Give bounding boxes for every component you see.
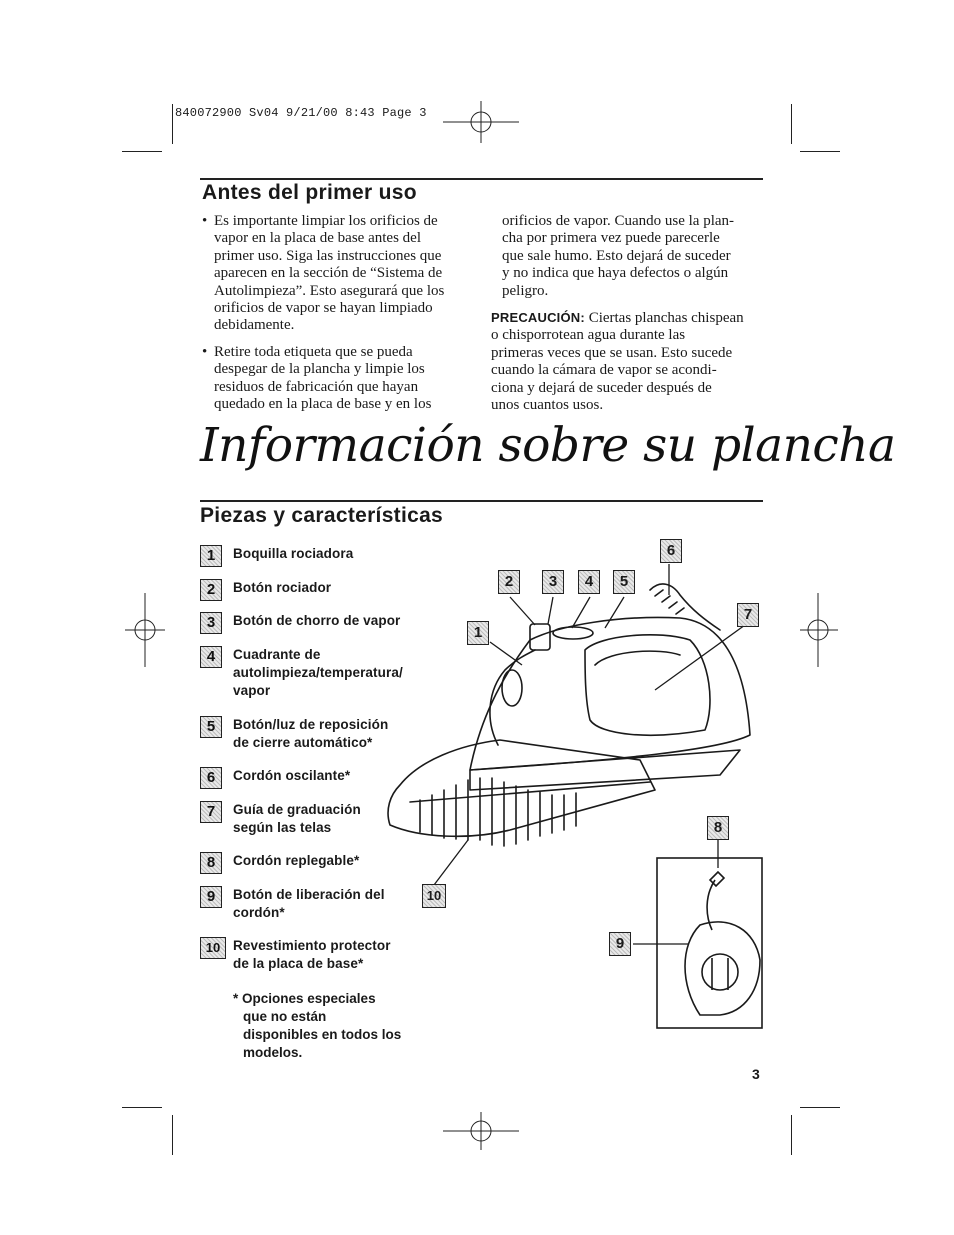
- text-line: peligro.: [502, 282, 549, 299]
- caution-text: Ciertas planchas chispean: [588, 310, 744, 326]
- text-line: orificios de vapor. Cuando use la plan-: [502, 213, 735, 229]
- soleplate-guard-outline: [388, 740, 655, 836]
- part-number-badge: 5: [200, 716, 222, 738]
- part-label: vapor: [233, 683, 271, 698]
- text-line: aparecen en la sección de “Sistema de: [214, 265, 443, 282]
- iron-handle-inner: [595, 651, 680, 665]
- part-label: Boquilla rociadora: [233, 546, 354, 561]
- page-number: 3: [752, 1066, 760, 1082]
- text-line: despegar de la plancha y limpie los: [214, 361, 425, 378]
- iron-body-outline: [470, 617, 750, 770]
- part-number-badge: 3: [200, 612, 222, 634]
- iron-handle-opening: [585, 635, 710, 735]
- text-line: Retire toda etiqueta que se pueda: [214, 344, 413, 360]
- text-line: o chisporrotean agua durante las: [491, 327, 686, 344]
- part-label: Revestimiento protector: [233, 938, 391, 953]
- text-line: Autolimpieza”. Esto asegurará que los: [214, 282, 445, 299]
- part-label: de la placa de base*: [233, 956, 364, 971]
- print-slug: 840072900 Sv04 9/21/00 8:43 Page 3: [175, 106, 427, 120]
- iron-soleplate: [470, 750, 740, 790]
- part-label: Cordón replegable*: [233, 853, 360, 868]
- callout-10: 10: [422, 884, 446, 908]
- part-label: Botón/luz de reposición: [233, 717, 389, 732]
- footnote-line: * Opciones especiales: [233, 991, 376, 1006]
- part-label: cordón*: [233, 905, 285, 920]
- part-label: Guía de graduación: [233, 802, 361, 817]
- text-line: vapor en la placa de base antes del: [214, 230, 421, 247]
- page-title: Información sobre su plancha: [200, 418, 896, 473]
- callout-6: 6: [660, 539, 682, 563]
- part-label: Botón de chorro de vapor: [233, 613, 401, 628]
- text-line: ciona y dejará de suceder después de: [491, 379, 712, 396]
- text-line: que sale humo. Esto dejará de suceder: [502, 247, 731, 264]
- text-line: Es importante limpiar los orificios de: [214, 213, 438, 229]
- steam-button-shape: [530, 624, 550, 650]
- iron-front-nose: [490, 650, 535, 745]
- bullet-dot: •: [202, 344, 208, 360]
- callout-7: 7: [737, 603, 759, 627]
- text-line: quedado en la placa de base y en los: [214, 396, 432, 413]
- callout-8: 8: [707, 816, 729, 840]
- footnote-line: que no están: [243, 1009, 327, 1024]
- text-line: residuos de fabricación que hayan: [214, 378, 419, 395]
- part-number-badge: 6: [200, 767, 222, 789]
- part-number-badge: 9: [200, 886, 222, 908]
- callout-3: 3: [542, 570, 564, 594]
- part-label: Botón de liberación del: [233, 887, 385, 902]
- text-line: cuando la cámara de vapor se acondi-: [491, 362, 717, 379]
- text-line: orificios de vapor se hayan limpiado: [214, 300, 433, 317]
- part-number-badge: 10: [200, 937, 226, 959]
- callout-5: 5: [613, 570, 635, 594]
- part-label: de cierre automático*: [233, 735, 373, 750]
- part-label: autolimpieza/temperatura/: [233, 665, 403, 680]
- text-line: y no indica que haya defectos o algún: [502, 265, 729, 282]
- callout-9: 9: [609, 932, 631, 956]
- part-label: Cordón oscilante*: [233, 768, 351, 783]
- dial-shape: [553, 627, 593, 639]
- callout-2: 2: [498, 570, 520, 594]
- text-line: primeras veces que se usan. Esto sucede: [491, 344, 733, 361]
- callout-1: 1: [467, 621, 489, 645]
- part-label: según las telas: [233, 820, 332, 835]
- part-number-badge: 8: [200, 852, 222, 874]
- spray-nozzle-shape: [502, 670, 522, 706]
- section-heading-antes: Antes del primer uso: [202, 181, 417, 204]
- detail-inset: [657, 858, 762, 1028]
- part-label: Cuadrante de: [233, 647, 321, 662]
- text-line: cha por primera vez puede parecerle: [502, 230, 720, 247]
- part-number-badge: 1: [200, 545, 222, 567]
- part-number-badge: 4: [200, 646, 222, 668]
- part-number-badge: 2: [200, 579, 222, 601]
- caution-label: PRECAUCIÓN:: [491, 310, 585, 325]
- part-number-badge: 7: [200, 801, 222, 823]
- footnote-line: modelos.: [243, 1045, 303, 1060]
- part-label: Botón rociador: [233, 580, 332, 595]
- footnote-line: disponibles en todos los: [243, 1027, 402, 1042]
- guard-tread: [410, 782, 650, 802]
- text-line: unos cuantos usos.: [491, 397, 604, 414]
- bullet-dot: •: [202, 213, 208, 229]
- callout-4: 4: [578, 570, 600, 594]
- text-line: primer uso. Siga las instrucciones que: [214, 247, 442, 264]
- text-line: debidamente.: [214, 317, 295, 334]
- section-heading-piezas: Piezas y características: [200, 504, 444, 527]
